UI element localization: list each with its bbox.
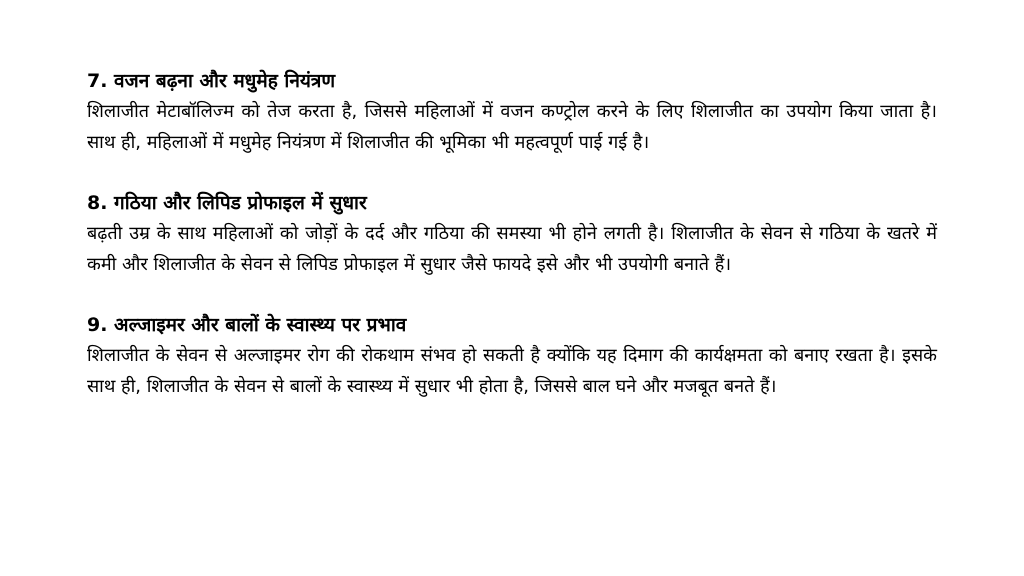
section-paragraph: बढ़ती उम्र के साथ महिलाओं को जोड़ों के दर्द और गठिया की समस्या भी होने लगती है। शिलाजीत के सेवन से गठिया के खतरे में कमी और शिलाजीत के सेवन से लिपिड प्रोफाइल में सुधार जैसे फायदे इसे और भी उपयोगी बनाते हैं। (87, 223, 937, 275)
section-alzheimer-hair (87, 310, 937, 402)
section-weight-diabetes (87, 66, 937, 158)
section-paragraph: शिलाजीत के सेवन से अल्जाइमर रोग की रोकथाम संभव हो सकती है क्योंकि यह दिमाग की कार्यक्षमता को बनाए रखता है। इसके साथ ही, शिलाजीत के सेवन से बालों के स्वास्थ्य में सुधार भी होता है, जिससे बाल घने और मजबूत बनते हैं। (87, 345, 937, 397)
section-heading: 9. अल्जाइमर और बालों के स्वास्थ्य पर प्रभाव (87, 314, 407, 336)
section-arthritis-lipid (87, 188, 937, 280)
section-heading: 7. वजन बढ़ना और मधुमेह नियंत्रण (87, 70, 336, 92)
section-heading: 8. गठिया और लिपिड प्रोफाइल में सुधार (87, 192, 367, 214)
section-paragraph: शिलाजीत मेटाबॉलिज्म को तेज करता है, जिससे महिलाओं में वजन कण्ट्रोल करने के लिए शिलाजीत का उपयोग किया जाता है। साथ ही, महिलाओं में मधुमेह नियंत्रण में शिलाजीत की भूमिका भी महत्वपूर्ण पाई गई है। (87, 101, 937, 153)
